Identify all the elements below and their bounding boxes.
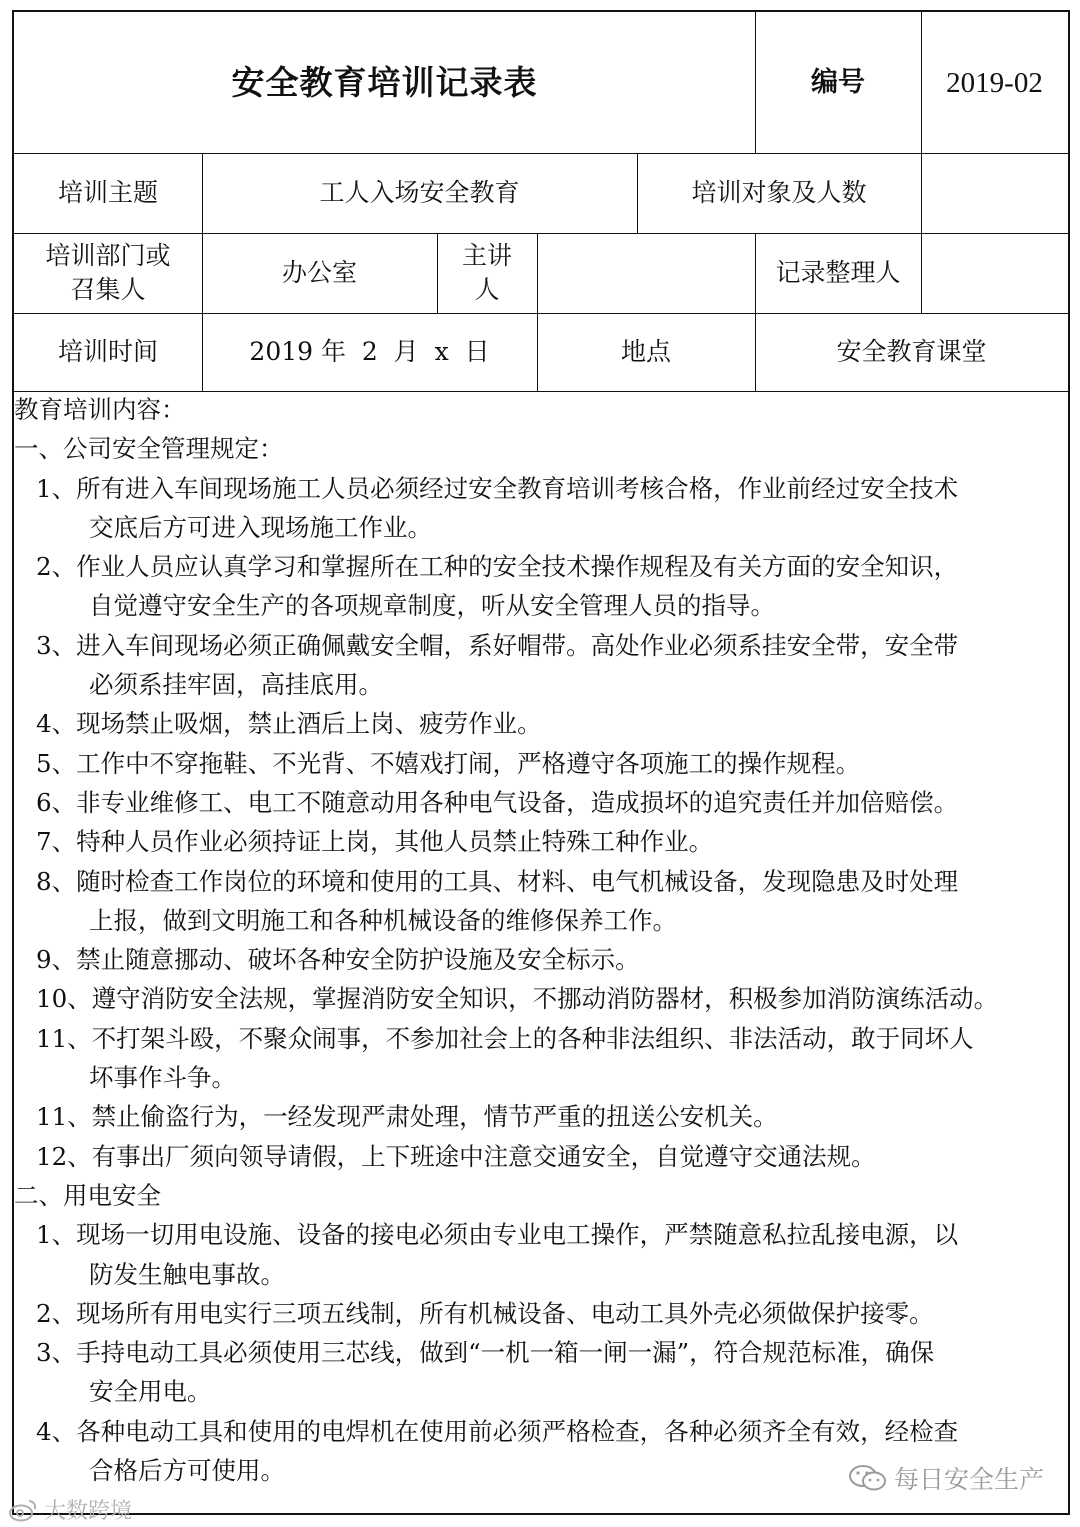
content-continuation: 交底后方可进入现场施工作业。 <box>89 512 432 542</box>
content-continuation: 合格后方可使用。 <box>89 1456 285 1486</box>
content-item: 10、遵守消防安全法规，掌握消防安全知识，不挪动消防器材，积极参加消防演练活动。 <box>36 984 999 1014</box>
speaker-label-line2: 人 <box>474 275 500 304</box>
audience-value <box>921 153 1068 233</box>
content-heading: 教育培训内容： <box>14 395 186 424</box>
place-label: 地点 <box>620 337 671 366</box>
recorder-value <box>921 233 1068 313</box>
speaker-label <box>437 233 537 313</box>
place-value: 安全教育课堂 <box>836 337 987 366</box>
content-item: 5、工作中不穿拖鞋、不光背、不嬉戏打闹，严格遵守各项施工的操作规程。 <box>36 748 861 778</box>
watermark-text: 每日安全生产 <box>893 1465 1044 1494</box>
content-item: 11、不打架斗殴，不聚众闹事，不参加社会上的各种非法组织、非法活动，敢于同坏人 <box>36 1023 974 1053</box>
content-item: 12、有事出厂须向领导请假，上下班途中注意交通安全，自觉遵守交通法规。 <box>36 1141 876 1171</box>
weibo-icon <box>8 1498 38 1522</box>
recorder-label: 记录整理人 <box>775 258 901 287</box>
content-item: 2、现场所有用电实行三项五线制，所有机械设备、电动工具外壳必须做保护接零。 <box>36 1298 934 1328</box>
wechat-icon <box>848 1463 888 1493</box>
content-item: 7、特种人员作业必须持证上岗，其他人员禁止特殊工种作业。 <box>36 827 714 857</box>
footer-mark <box>8 1494 132 1525</box>
content-continuation: 上报，做到文明施工和各种机械设备的维修保养工作。 <box>89 905 677 935</box>
dept-label-line2: 召集人 <box>70 275 146 304</box>
content-continuation: 防发生触电事故。 <box>89 1259 285 1289</box>
content-item: 1、现场一切用电设施、设备的接电必须由专业电工操作，严禁随意私拉乱接电源，以 <box>36 1220 959 1250</box>
topic-label: 培训主题 <box>57 178 158 207</box>
form-title: 安全教育培训记录表 <box>231 62 538 102</box>
content-continuation: 安全用电。 <box>89 1377 212 1407</box>
topic-value: 工人入场安全教育 <box>319 178 520 207</box>
dept-label <box>14 233 202 313</box>
content-item: 3、手持电动工具必须使用三芯线，做到“一机一箱一闸一漏”，符合规范标准，确保 <box>36 1338 935 1368</box>
footer-mark-text: 大数跨境 <box>44 1499 133 1524</box>
watermark <box>848 1460 1044 1496</box>
number-label: 编号 <box>811 66 865 98</box>
dept-value: 办公室 <box>281 258 357 287</box>
content-continuation: 自觉遵守安全生产的各项规章制度，听从安全管理人员的指导。 <box>89 591 775 621</box>
speaker-label-line1: 主讲 <box>461 241 512 270</box>
time-value: 2019 年 2 月 x 日 <box>249 337 490 366</box>
content-item: 4、现场禁止吸烟，禁止酒后上岗、疲劳作业。 <box>36 709 542 739</box>
speaker-value <box>537 233 755 313</box>
training-content <box>14 390 1059 1490</box>
number-value: 2019-02 <box>946 66 1043 99</box>
time-label: 培训时间 <box>57 337 158 366</box>
content-continuation: 必须系挂牢固，高挂底用。 <box>89 670 383 700</box>
content-item: 4、各种电动工具和使用的电焊机在使用前必须严格检查，各种必须齐全有效，经检查 <box>36 1416 959 1446</box>
content-item: 1、所有进入车间现场施工人员必须经过安全教育培训考核合格，作业前经过安全技术 <box>36 473 959 503</box>
content-item: 2、作业人员应认真学习和掌握所在工种的安全技术操作规程及有关方面的安全知识， <box>36 552 959 582</box>
content-heading: 二、用电安全 <box>14 1180 161 1210</box>
content-item: 9、禁止随意挪动、破坏各种安全防护设施及安全标示。 <box>36 945 640 975</box>
content-item: 6、非专业维修工、电工不随意动用各种电气设备，造成损坏的追究责任并加倍赔偿。 <box>36 787 959 817</box>
content-item: 8、随时检查工作岗位的环境和使用的工具、材料、电气机械设备，发现隐患及时处理 <box>36 866 959 896</box>
content-item: 11、禁止偷盗行为，一经发现严肃处理，情节严重的扭送公安机关。 <box>36 1102 778 1132</box>
dept-label-line1: 培训部门或 <box>45 241 171 270</box>
content-item: 3、进入车间现场必须正确佩戴安全帽，系好帽带。高处作业必须系挂安全带，安全带 <box>36 630 959 660</box>
content-heading: 一、公司安全管理规定： <box>14 434 284 464</box>
content-continuation: 坏事作斗争。 <box>89 1063 236 1093</box>
audience-label: 培训对象及人数 <box>691 178 867 207</box>
